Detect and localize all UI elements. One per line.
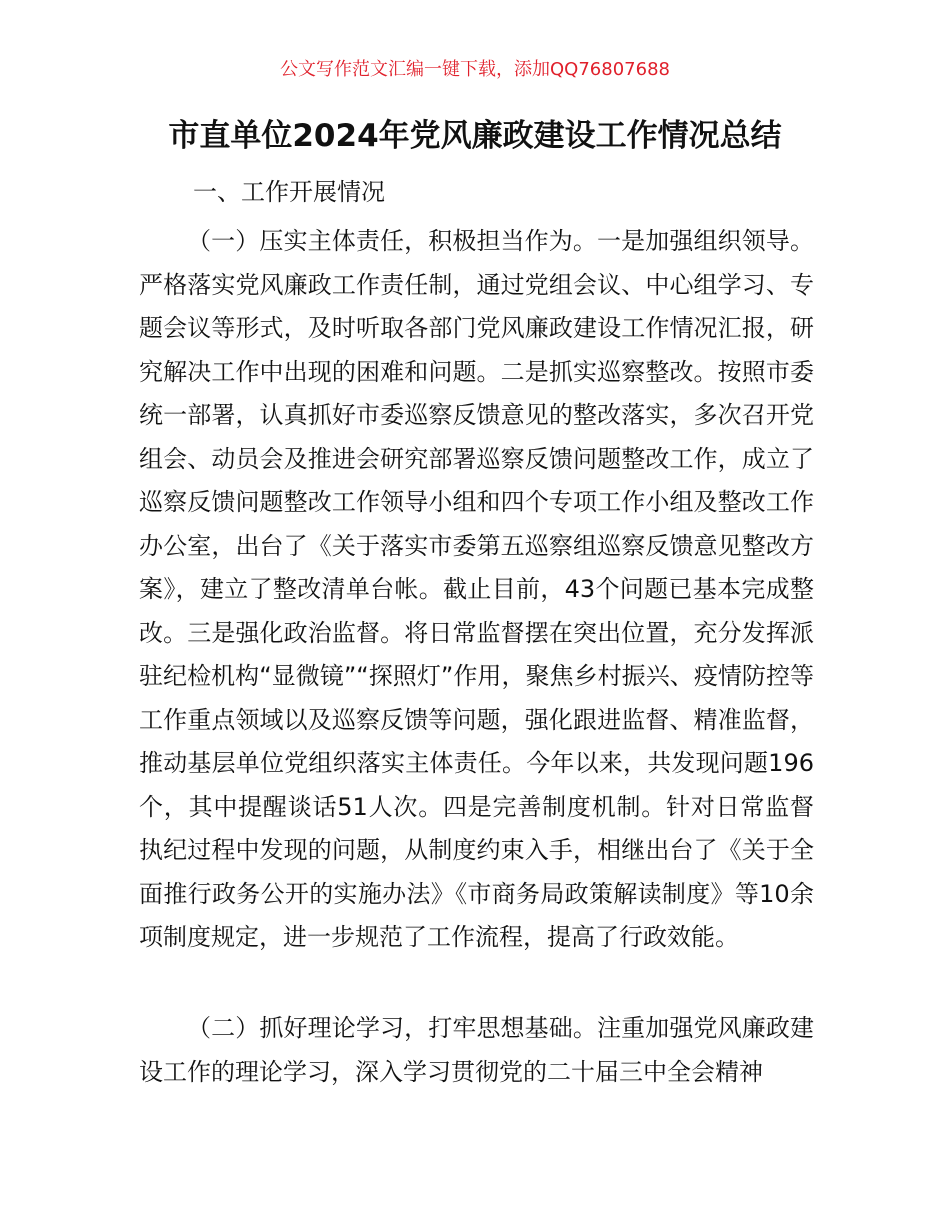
body-paragraph-1: （一）压实主体责任，积极担当作为。一是加强组织领导。严格落实党风廉政工作责任制，通过党组会议、中心组学习、专题会议等形式，及时听取各部门党风廉政建设工作情况汇报，研究解决工作中出现的困难和问题。二是抓实巡察整改。按照市委统一部署，认真抓好市委巡察反馈意见的整改落实，多次召开党组会、动员会及推进会研究部署巡察反馈问题整改工作，成立了巡察反馈问题整改工作领导小组和四个专项工作小组及整改工作办公室，出台了《关于落实市委第五巡察组巡察反馈意见整改方案》，建立了整改清单台帐。截止目前，43个问题已基本完成整改。三是强化政治监督。将日常监督摆在突出位置，充分发挥派驻纪检机构“显微镜”“探照灯”作用，聚焦乡村振兴、疫情防控等工作重点领域以及巡察反馈等问题，强化跟进监督、精准监督，推动基层单位党组织落实主体责任。今年以来，共发现问题196个，其中提醒谈话51人次。四是完善制度机制。针对日常监督执纪过程中发现的问题，从制度约束入手，相继出台了《关于全面推行政务公开的实施办法》《市商务局政策解读制度》等10余项制度规定，进一步规范了工作流程，提高了行政效能。 <box>139 227 814 951</box>
section-heading: 一、工作开展情况 <box>193 178 385 206</box>
download-banner: 公文写作范文汇编一键下载，添加QQ76807688 <box>280 59 670 80</box>
body-paragraph-2: （二）抓好理论学习，打牢思想基础。注重加强党风廉政建设工作的理论学习，深入学习贯彻党的二十届三中全会精神 <box>139 1014 814 1086</box>
document-title: 市直单位2024年党风廉政建设工作情况总结 <box>168 118 782 154</box>
